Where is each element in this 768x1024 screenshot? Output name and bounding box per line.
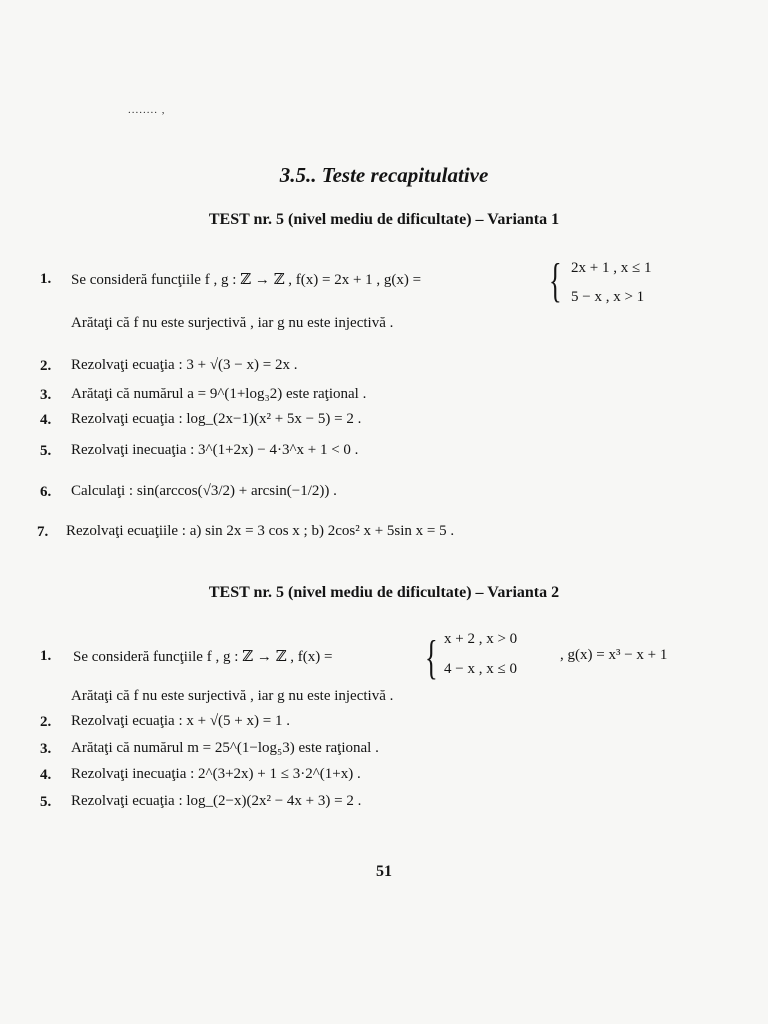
t1-p4-text: Rezolvaţi ecuaţia : log_(2x−1)(x² + 5x − 5) = 2 .	[71, 411, 362, 427]
t1-p1-number: 1.	[40, 271, 52, 287]
t1-p3-number: 3.	[40, 387, 52, 403]
t1-p2-number: 2.	[40, 358, 52, 374]
t1-p6-text: Calculaţi : sin(arccos(√3/2) + arcsin(−1/2)) .	[71, 483, 337, 499]
t2-p4-text: Rezolvaţi inecuaţia : 2^(3+2x) + 1 ≤ 3·2^(1+x) .	[71, 766, 361, 782]
t2-p2-number: 2.	[40, 714, 52, 730]
t2-p2-text: Rezolvaţi ecuaţia : x + √(5 + x) = 1 .	[71, 713, 290, 729]
t1-p1-piece1: 2x + 1 , x ≤ 1	[571, 260, 652, 276]
t1-p5-number: 5.	[40, 443, 52, 459]
t2-p1-number: 1.	[40, 648, 52, 664]
t2-p3-number: 3.	[40, 741, 52, 757]
t2-p1-intro: Se consideră funcţiile f , g : ℤ → ℤ , f(x) =	[73, 649, 333, 665]
t1-p6-number: 6.	[40, 484, 52, 500]
chapter-title: 3.5.. Teste recapitulative	[279, 163, 489, 187]
t1-p4-number: 4.	[40, 412, 52, 428]
t1-p5-text: Rezolvaţi inecuaţia : 3^(1+2x) − 4·3^x + 1 < 0 .	[71, 442, 359, 458]
t2-p4-number: 4.	[40, 767, 52, 783]
t1-p1-note: Arătaţi că f nu este surjectivă , iar g nu este injectivă .	[71, 315, 394, 331]
t2-p1-note: Arătaţi că f nu este surjectivă , iar g nu este injectivă .	[71, 688, 394, 704]
t2-p1-piece2: 4 − x , x ≤ 0	[444, 661, 517, 677]
t2-p5-number: 5.	[40, 794, 52, 810]
t1-p1-intro: Se consideră funcţiile f , g : ℤ → ℤ , f(x) = 2x + 1 , g(x) =	[71, 272, 422, 288]
t1-p1-piece2: 5 − x , x > 1	[571, 289, 645, 305]
t1-p7-text: Rezolvaţi ecuaţiile : a) sin 2x = 3 cos x ; b) 2cos² x + 5sin x = 5 .	[66, 523, 455, 539]
t1-p2-text: Rezolvaţi ecuaţia : 3 + √(3 − x) = 2x .	[71, 357, 298, 373]
t1-p3-text: Arătaţi că numărul a = 9^(1+log₃2) este raţional .	[71, 386, 367, 402]
t2-p3-text: Arătaţi că numărul m = 25^(1−log₅3) este raţional .	[71, 740, 379, 756]
t2-p5-text: Rezolvaţi ecuaţia : log_(2−x)(2x² − 4x + 3) = 2 .	[71, 793, 362, 809]
t1-p7-number: 7.	[37, 524, 49, 540]
t1-p1-brace: {	[549, 254, 562, 307]
t2-p1-tail: , g(x) = x³ − x + 1	[560, 647, 668, 663]
t2-p1-piece1: x + 2 , x > 0	[444, 631, 518, 647]
test2-heading: TEST nr. 5 (nivel mediu de dificultate) – Varianta 2	[208, 584, 560, 601]
test1-heading: TEST nr. 5 (nivel mediu de dificultate) – Varianta 1	[208, 211, 560, 228]
page-number: 51	[376, 863, 392, 880]
header-mark: ........ ,	[128, 104, 166, 116]
t2-p1-brace: {	[425, 631, 438, 684]
